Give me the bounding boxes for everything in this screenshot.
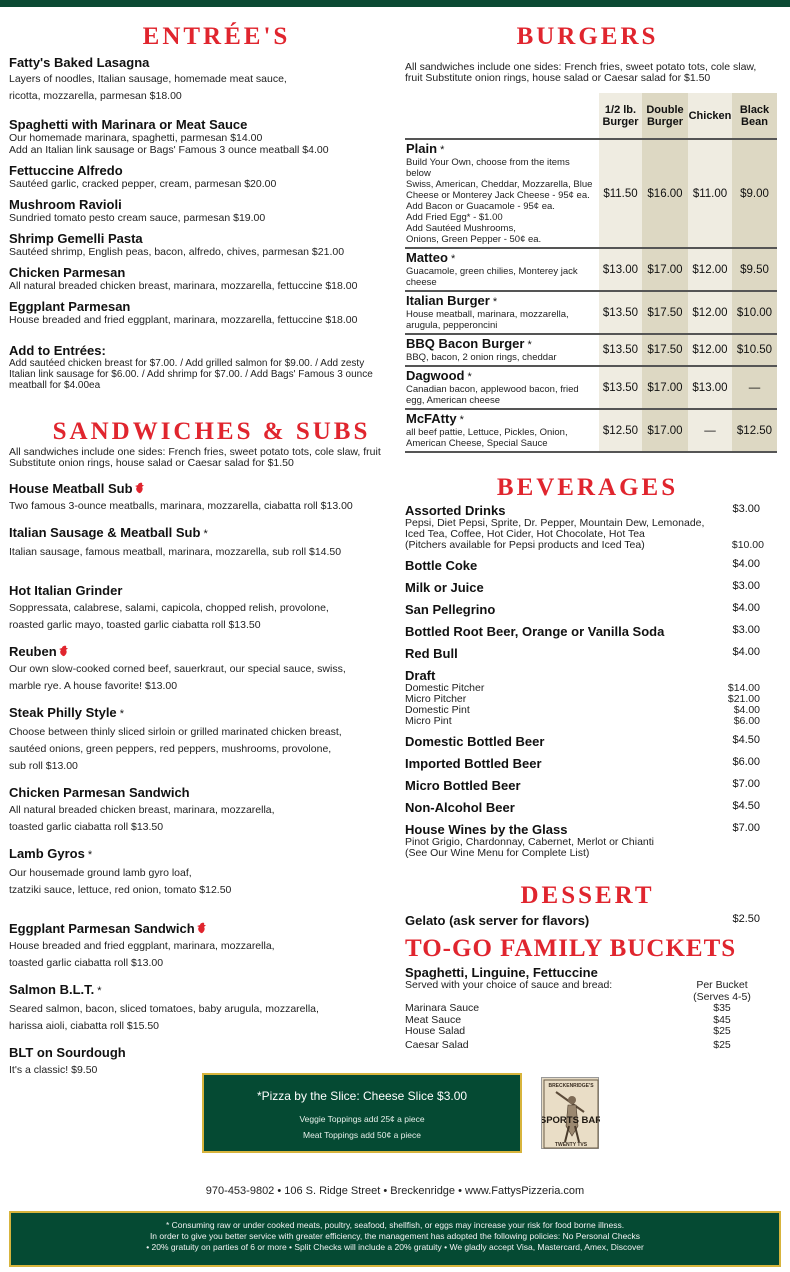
item-name-text: Reuben bbox=[9, 644, 57, 659]
bev-name: Domestic Bottled Beer bbox=[405, 734, 545, 749]
intro-line: Substitute onion rings, house salad or Caesar salad for $1.50 bbox=[9, 457, 294, 469]
item-name bbox=[9, 921, 394, 936]
bucket-price: $35 bbox=[713, 1002, 731, 1014]
svg-text:SPORTS BAR: SPORTS BAR bbox=[542, 1115, 600, 1126]
pitcher-note: (Pitchers available for Pepsi products and Iced Tea) bbox=[405, 539, 645, 551]
price-cell: $16.00 bbox=[642, 139, 688, 248]
burger-row bbox=[405, 366, 777, 409]
bev-item bbox=[405, 580, 780, 595]
menu-item bbox=[9, 785, 394, 836]
price-cell: $17.00 bbox=[642, 409, 688, 452]
item-name: Mushroom Ravioli bbox=[9, 197, 122, 212]
notice-line: In order to give you better service with greater efficiency, the management has adopted the following policies: No Personal Checks bbox=[149, 1231, 641, 1241]
item-desc: Our own slow-cooked corned beef, sauerkraut, our special sauce, swiss, bbox=[9, 663, 346, 675]
addons-title: Add to Entrées: bbox=[9, 343, 106, 358]
item-desc: Sautéed garlic, cracked pepper, cream, parmesan $20.00 bbox=[9, 178, 277, 190]
price-cell: $12.00 bbox=[688, 248, 732, 291]
bucket-row bbox=[405, 1026, 780, 1038]
burger-name bbox=[406, 294, 597, 309]
item-desc: All natural breaded chicken breast, marinara, mozzarella, bbox=[9, 804, 275, 816]
bev-price: $7.00 bbox=[732, 822, 760, 834]
draft-price: $4.00 bbox=[733, 704, 760, 716]
raw-warning-star: * bbox=[456, 414, 464, 426]
bucket-price: $25 bbox=[713, 1038, 731, 1051]
item-name bbox=[9, 785, 394, 800]
burger-desc-cell bbox=[405, 366, 599, 409]
price-cell: $10.00 bbox=[732, 291, 777, 334]
draft-name: Micro Pint bbox=[405, 715, 452, 727]
item-name-text: BLT on Sourdough bbox=[9, 1045, 126, 1060]
bev-name: House Wines by the Glass bbox=[405, 822, 568, 837]
burger-name bbox=[406, 369, 597, 384]
menu-item bbox=[9, 55, 394, 103]
col-header-chicken: Chicken bbox=[688, 93, 732, 139]
col-header-half-lb: 1/2 lb. Burger bbox=[599, 93, 642, 139]
item-desc: All natural breaded chicken breast, marinara, mozzarella, fettuccine $18.00 bbox=[9, 280, 358, 292]
price-cell: $9.50 bbox=[732, 248, 777, 291]
bucket-price: $25 bbox=[713, 1025, 731, 1037]
item-desc: It's a classic! $9.50 bbox=[9, 1064, 98, 1076]
bev-item bbox=[405, 602, 780, 617]
item-desc: roasted garlic mayo, toasted garlic ciabatta roll $13.50 bbox=[9, 619, 261, 631]
item-name-text: Italian Sausage & Meatball Sub bbox=[9, 525, 201, 540]
item-name bbox=[9, 1045, 394, 1060]
menu-item bbox=[9, 982, 394, 1035]
buckets-title: TO-GO FAMILY BUCKETS bbox=[405, 935, 737, 962]
item-name bbox=[9, 525, 394, 542]
bev-name: Non-Alcohol Beer bbox=[405, 800, 515, 815]
item-name bbox=[9, 481, 394, 496]
burger-name-text: McFAtty bbox=[406, 411, 457, 426]
item-name bbox=[9, 982, 394, 999]
bev-name: Draft bbox=[405, 668, 436, 683]
bev-item-assorted bbox=[405, 503, 780, 518]
item-desc: tzatziki sauce, lettuce, red onion, tomato $12.50 bbox=[9, 884, 232, 896]
bev-pitcher-row bbox=[405, 540, 780, 551]
item-name: Fatty's Baked Lasagna bbox=[9, 55, 150, 70]
burger-name-text: BBQ Bacon Burger bbox=[406, 336, 525, 351]
burger-name-text: Plain bbox=[406, 141, 438, 156]
price-cell: $17.00 bbox=[642, 366, 688, 409]
bucket-grid bbox=[405, 980, 780, 1051]
menu-item bbox=[9, 525, 394, 561]
item-name-text: House Meatball Sub bbox=[9, 481, 133, 496]
raw-warning-star: * bbox=[464, 371, 472, 383]
item-desc: sautéed onions, green peppers, red peppers, mushrooms, provolone, bbox=[9, 743, 332, 755]
burgers-title: BURGERS bbox=[516, 23, 659, 50]
policy-notice bbox=[9, 1211, 781, 1267]
item-name-text: Chicken Parmesan Sandwich bbox=[9, 785, 190, 800]
menu-item bbox=[9, 299, 394, 326]
burger-desc: Guacamole, green chilies, Monterey jack cheese bbox=[406, 266, 578, 288]
bev-item bbox=[405, 734, 780, 749]
item-desc: Seared salmon, bacon, sliced tomatoes, baby arugula, mozzarella, bbox=[9, 1003, 319, 1015]
bev-price: $3.00 bbox=[732, 624, 760, 636]
price-cell: — bbox=[732, 366, 777, 409]
item-name: Fettuccine Alfredo bbox=[9, 163, 123, 178]
bev-desc: Pinot Grigio, Chardonnay, Cabernet, Merlot or Chianti bbox=[405, 836, 655, 848]
veggie-toppings: Veggie Toppings add 25¢ a piece bbox=[299, 1114, 425, 1124]
sandwiches-intro bbox=[9, 447, 394, 469]
price-cell: $17.50 bbox=[642, 291, 688, 334]
item-name bbox=[9, 644, 394, 659]
entrees-title: ENTRÉE'S bbox=[142, 23, 291, 50]
draft-name: Domestic Pint bbox=[405, 704, 470, 716]
burger-desc: Canadian bacon, applewood bacon, fried egg, American cheese bbox=[406, 384, 579, 406]
burger-desc: Onions, Green Pepper - 50¢ ea. bbox=[406, 234, 542, 245]
price-cell: $12.50 bbox=[732, 409, 777, 452]
burger-desc: Add Bacon or Guacamole - 95¢ ea. bbox=[406, 201, 555, 212]
item-desc: Our homemade marinara, spaghetti, parmesan $14.00 bbox=[9, 132, 263, 144]
bucket-name: House Salad bbox=[405, 1025, 466, 1037]
item-name: Spaghetti with Marinara or Meat Sauce bbox=[9, 117, 248, 132]
burger-desc: Swiss, American, Cheddar, Mozzarella, Blue Cheese or Monterey Jack Cheese - 95¢ ea. bbox=[406, 179, 593, 201]
bev-name: Assorted Drinks bbox=[405, 503, 506, 518]
item-desc: toasted garlic ciabatta roll $13.00 bbox=[9, 957, 164, 969]
item-name: Eggplant Parmesan bbox=[9, 299, 131, 314]
menu-item bbox=[9, 481, 394, 515]
bev-item bbox=[405, 646, 780, 661]
per-bucket-label: Per Bucket bbox=[696, 979, 748, 991]
svg-text:BRECKENRIDGE'S: BRECKENRIDGE'S bbox=[548, 1083, 594, 1089]
burger-row bbox=[405, 139, 777, 248]
menu-item bbox=[9, 197, 394, 224]
price-cell: $11.00 bbox=[688, 139, 732, 248]
price-cell: $9.00 bbox=[732, 139, 777, 248]
item-desc: House breaded and fried eggplant, marinara, mozzarella, fettuccine $18.00 bbox=[9, 314, 358, 326]
bev-price: $4.50 bbox=[732, 800, 760, 812]
bev-name: Milk or Juice bbox=[405, 580, 484, 595]
item-desc: Italian sausage, famous meatball, marinara, mozzarella, sub roll $14.50 bbox=[9, 546, 342, 558]
burger-desc: Add Fried Egg* - $1.00 bbox=[406, 212, 503, 223]
bev-item bbox=[405, 558, 780, 573]
price-cell: $10.50 bbox=[732, 334, 777, 366]
bev-price: $4.00 bbox=[732, 602, 760, 614]
price-cell: $13.00 bbox=[688, 366, 732, 409]
menu-item bbox=[9, 231, 394, 258]
item-name: Shrimp Gemelli Pasta bbox=[9, 231, 143, 246]
bev-item-draft bbox=[405, 668, 780, 683]
menu-item bbox=[9, 921, 394, 972]
raw-warning-star: * bbox=[524, 339, 532, 351]
serves-label: (Serves 4-5) bbox=[693, 990, 751, 1003]
addons-text: Add sautéed chicken breast for $7.00. / Add grilled salmon for $9.00. / Add zesty Italian link sausage for $6.00. / Add shrimp for $7.00. / Add Bags' Famous 3 ounce meatball for $4.00ea bbox=[9, 358, 373, 391]
item-desc: Our housemade ground lamb gyro loaf, bbox=[9, 867, 192, 879]
contact-info: 970-453-9802 • 106 S. Ridge Street • Breckenridge • www.FattysPizzeria.com bbox=[205, 1185, 585, 1197]
sandwiches-title: SANDWICHES & SUBS bbox=[52, 418, 371, 445]
intro-line: fruit Substitute onion rings, house salad or Caesar salad for $1.50 bbox=[405, 72, 711, 84]
burger-name-text: Italian Burger bbox=[406, 293, 490, 308]
item-name-text: Salmon B.L.T. bbox=[9, 982, 95, 997]
item-name-text: Lamb Gyros bbox=[9, 846, 85, 861]
beverages-title: BEVERAGES bbox=[496, 474, 679, 501]
bev-name: Imported Bottled Beer bbox=[405, 756, 542, 771]
item-desc: marble rye. A house favorite! $13.00 bbox=[9, 680, 178, 692]
bev-name: Bottled Root Beer, Orange or Vanilla Soda bbox=[405, 624, 665, 639]
spicy-pepper-icon bbox=[196, 922, 207, 934]
item-desc: House breaded and fried eggplant, marinara, mozzarella, bbox=[9, 940, 275, 952]
price-cell: $13.50 bbox=[599, 334, 642, 366]
col-header-black-bean: Black Bean bbox=[732, 93, 777, 139]
item-name-text: Eggplant Parmesan Sandwich bbox=[9, 921, 195, 936]
dessert-name: Gelato (ask server for flavors) bbox=[405, 913, 590, 928]
bev-name: Bottle Coke bbox=[405, 558, 478, 573]
raw-warning-star: * bbox=[447, 253, 456, 265]
spicy-pepper-icon bbox=[134, 482, 145, 494]
item-desc: Add an Italian link sausage or Bags' Famous 3 ounce meatball $4.00 bbox=[9, 144, 329, 156]
spicy-pepper-icon bbox=[58, 645, 69, 657]
price-cell: $12.50 bbox=[599, 409, 642, 452]
burger-table bbox=[405, 93, 777, 453]
bucket-price: $45 bbox=[713, 1013, 731, 1026]
bev-desc: (See Our Wine Menu for Complete List) bbox=[405, 847, 590, 859]
baseball-player-icon bbox=[542, 1078, 600, 1150]
raw-warning-star: * bbox=[94, 985, 102, 997]
price-cell: $12.00 bbox=[688, 334, 732, 366]
burger-name bbox=[406, 337, 597, 352]
bev-desc: Iced Tea, Coffee, Hot Cider, Hot Chocolate, Hot Tea bbox=[405, 528, 645, 540]
beverages-list bbox=[405, 503, 780, 859]
item-desc: sub roll $13.00 bbox=[9, 760, 78, 772]
menu-item bbox=[9, 117, 394, 156]
price-cell: $13.00 bbox=[599, 248, 642, 291]
price-cell: $17.50 bbox=[642, 334, 688, 366]
burger-desc: Build Your Own, choose from the items below bbox=[406, 157, 570, 179]
raw-warning-star: * bbox=[84, 849, 93, 861]
item-name-text: Steak Philly Style bbox=[9, 705, 117, 720]
col-header-double: Double Burger bbox=[642, 93, 688, 139]
sports-bar-logo bbox=[541, 1077, 599, 1149]
burger-name-text: Dagwood bbox=[406, 368, 465, 383]
bucket-name: Marinara Sauce bbox=[405, 1002, 480, 1014]
item-desc: ricotta, mozzarella, parmesan $18.00 bbox=[9, 90, 182, 102]
burger-desc: all beef pattie, Lettuce, Pickles, Onion, American Cheese, Special Sauce bbox=[406, 427, 568, 449]
item-desc: toasted garlic ciabatta roll $13.50 bbox=[9, 821, 164, 833]
notice-line: • 20% gratuity on parties of 6 or more • Split Checks will include a 20% gratuity • We gladly accept Visa, Mastercard, Amex, Discover bbox=[146, 1242, 644, 1252]
menu-item bbox=[9, 705, 394, 775]
pizza-main: *Pizza by the Slice: Cheese Slice $3.00 bbox=[256, 1089, 468, 1103]
intro-line: All sandwiches include one sides: French fries, sweet potato tots, cole slaw, bbox=[405, 61, 757, 73]
bev-item bbox=[405, 778, 780, 793]
meat-toppings: Meat Toppings add 50¢ a piece bbox=[303, 1130, 421, 1140]
draft-row bbox=[405, 705, 780, 716]
blank-header bbox=[405, 93, 599, 139]
burger-desc: House meatball, marinara, mozzarella, arugula, pepperoncini bbox=[406, 309, 569, 331]
left-column bbox=[9, 22, 394, 1089]
dessert-title: DESSERT bbox=[520, 882, 655, 909]
bev-price: $6.00 bbox=[732, 756, 760, 768]
bucket-name: Meat Sauce bbox=[405, 1013, 462, 1026]
item-desc: Choose between thinly sliced sirloin or grilled marinated chicken breast, bbox=[9, 726, 342, 738]
raw-warning-star: * bbox=[489, 296, 498, 308]
menu-item bbox=[9, 644, 394, 695]
item-name: Chicken Parmesan bbox=[9, 265, 126, 280]
raw-warning-star: * bbox=[437, 144, 445, 156]
menu-item bbox=[9, 163, 394, 190]
raw-warning-star: * bbox=[116, 708, 125, 720]
bucket-row bbox=[405, 1040, 780, 1052]
draft-price: $6.00 bbox=[733, 715, 760, 727]
pizza-by-slice-box bbox=[202, 1073, 522, 1153]
served-note: Served with your choice of sauce and bread: bbox=[405, 979, 613, 991]
bev-price: $4.00 bbox=[732, 558, 760, 570]
burger-desc-cell bbox=[405, 291, 599, 334]
price-cell: — bbox=[688, 409, 732, 452]
burger-name bbox=[406, 251, 597, 266]
menu-item bbox=[9, 583, 394, 634]
bucket-name: Caesar Salad bbox=[405, 1038, 469, 1051]
price-cell: $11.50 bbox=[599, 139, 642, 248]
notice-line: * Consuming raw or under cooked meats, poultry, seafood, shellfish, or eggs may increase your risk for food borne illness. bbox=[165, 1220, 625, 1230]
item-name-text: Hot Italian Grinder bbox=[9, 583, 123, 598]
price-cell: $13.50 bbox=[599, 291, 642, 334]
intro-line: All sandwiches include one sides: French fries, sweet potato tots, cole slaw, fruit bbox=[9, 446, 381, 458]
burger-desc-cell bbox=[405, 409, 599, 452]
menu-item bbox=[9, 265, 394, 292]
dessert-item bbox=[405, 913, 780, 928]
item-desc: Sundried tomato pesto cream sauce, parmesan $19.00 bbox=[9, 212, 266, 224]
top-green-bar bbox=[0, 0, 790, 7]
draft-name: Micro Pitcher bbox=[405, 693, 467, 705]
bev-item-wine bbox=[405, 822, 780, 837]
svg-text:TWENTY TVS: TWENTY TVS bbox=[554, 1142, 588, 1148]
item-desc: Two famous 3-ounce meatballs, marinara, mozzarella, ciabatta roll $13.00 bbox=[9, 500, 353, 512]
burger-desc: BBQ, bacon, 2 onion rings, cheddar bbox=[406, 352, 557, 363]
item-desc: Soppressata, calabrese, salami, capicola, chopped relish, provolone, bbox=[9, 602, 329, 614]
pizza-toppings bbox=[204, 1111, 520, 1143]
bev-price: $4.00 bbox=[732, 646, 760, 658]
bucket-header-row bbox=[405, 980, 780, 992]
item-desc: Sautéed shrimp, English peas, bacon, alfredo, chives, parmesan $21.00 bbox=[9, 246, 345, 258]
bev-price: $3.00 bbox=[732, 580, 760, 592]
right-column bbox=[405, 22, 780, 1051]
buckets-subtitle: Spaghetti, Linguine, Fettuccine bbox=[405, 965, 598, 980]
bev-item bbox=[405, 800, 780, 815]
burger-name bbox=[406, 142, 597, 157]
burger-row bbox=[405, 334, 777, 366]
price-cell: $13.50 bbox=[599, 366, 642, 409]
raw-warning-star: * bbox=[200, 528, 208, 540]
bev-price: $3.00 bbox=[732, 503, 760, 515]
entree-addons bbox=[9, 343, 394, 391]
pitcher-price: $10.00 bbox=[731, 539, 764, 551]
burger-desc-cell bbox=[405, 248, 599, 291]
bucket-row bbox=[405, 1003, 780, 1015]
burger-name bbox=[406, 412, 597, 427]
draft-row bbox=[405, 716, 780, 727]
item-desc: harissa aioli, ciabatta roll $15.50 bbox=[9, 1020, 160, 1032]
draft-price: $21.00 bbox=[727, 693, 760, 705]
bev-name: Red Bull bbox=[405, 646, 458, 661]
dessert-price: $2.50 bbox=[732, 913, 760, 925]
menu-item bbox=[9, 846, 394, 899]
item-name bbox=[9, 583, 394, 598]
bev-item bbox=[405, 624, 780, 639]
burger-row bbox=[405, 291, 777, 334]
item-name bbox=[9, 846, 394, 863]
item-desc: Layers of noodles, Italian sausage, homemade meat sauce, bbox=[9, 73, 287, 85]
bev-price: $7.00 bbox=[732, 778, 760, 790]
burger-row bbox=[405, 248, 777, 291]
bev-name: San Pellegrino bbox=[405, 602, 496, 617]
item-name bbox=[9, 705, 394, 722]
bev-desc: Pepsi, Diet Pepsi, Sprite, Dr. Pepper, Mountain Dew, Lemonade, bbox=[405, 517, 705, 529]
burger-desc: Add Sautéed Mushrooms, bbox=[406, 223, 516, 234]
burger-desc-cell bbox=[405, 139, 599, 248]
burger-desc-cell bbox=[405, 334, 599, 366]
burgers-intro bbox=[405, 62, 780, 84]
sandwich-list bbox=[9, 481, 394, 1079]
draft-name: Domestic Pitcher bbox=[405, 682, 485, 694]
burger-row bbox=[405, 409, 777, 452]
draft-price: $14.00 bbox=[727, 682, 760, 694]
price-cell: $17.00 bbox=[642, 248, 688, 291]
bev-item bbox=[405, 756, 780, 771]
burger-name-text: Matteo bbox=[406, 250, 448, 265]
bev-price: $4.50 bbox=[732, 734, 760, 746]
bev-name: Micro Bottled Beer bbox=[405, 778, 521, 793]
price-cell: $12.00 bbox=[688, 291, 732, 334]
